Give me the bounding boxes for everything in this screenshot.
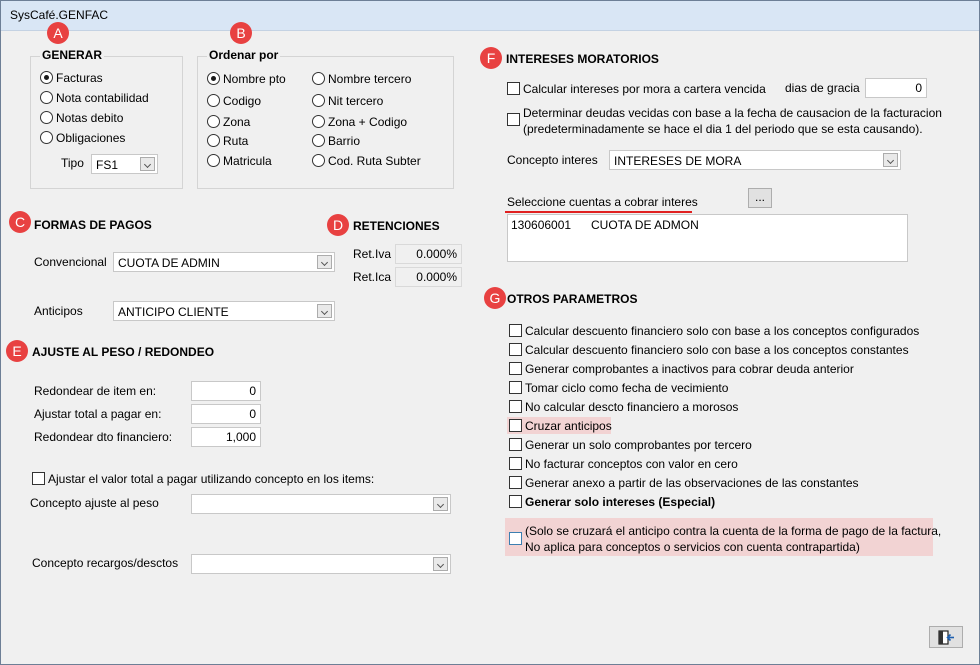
radio-zona[interactable] bbox=[207, 115, 220, 128]
anticipos-select[interactable] bbox=[113, 301, 335, 321]
radio-facturas[interactable] bbox=[40, 71, 53, 84]
radio-cod-ruta-subter[interactable] bbox=[312, 154, 325, 167]
ajustar-concepto-checkbox[interactable] bbox=[32, 472, 45, 485]
radio-barrio[interactable] bbox=[312, 134, 325, 147]
concepto-interes-value: INTERESES DE MORA bbox=[614, 154, 742, 168]
convencional-value: CUOTA DE ADMIN bbox=[118, 256, 220, 270]
radio-zona-codigo[interactable] bbox=[312, 115, 325, 128]
radio-ruta[interactable] bbox=[207, 134, 220, 147]
exit-door-icon bbox=[938, 630, 956, 648]
otros-label-4: No calcular descto financiero a morosos bbox=[525, 400, 739, 414]
radio-label-obligaciones: Obligaciones bbox=[56, 131, 126, 145]
cuentas-underline bbox=[505, 211, 692, 213]
dias-gracia-label: dias de gracia bbox=[785, 81, 860, 95]
note-checkbox[interactable] bbox=[509, 532, 522, 545]
ret-iva-label: Ret.Iva bbox=[353, 247, 392, 261]
cuentas-list[interactable] bbox=[507, 214, 908, 262]
concepto-recargos-select[interactable] bbox=[191, 554, 451, 574]
radio-label-notas-debito: Notas debito bbox=[56, 111, 124, 125]
radio-nombre-pto[interactable] bbox=[207, 72, 220, 85]
determinar-line2: (predeterminadamente se hace el dia 1 del periodo que se esta causando). bbox=[523, 122, 923, 136]
cuentas-label: Seleccione cuentas a cobrar interes bbox=[507, 195, 698, 209]
ajustar-total-field[interactable]: 0 bbox=[191, 404, 261, 424]
otros-label-6: Generar un solo comprobantes por tercero bbox=[525, 438, 752, 452]
otros-checkbox-9[interactable] bbox=[509, 495, 522, 508]
convencional-select[interactable] bbox=[113, 252, 335, 272]
cuenta-codigo: 130606001 bbox=[511, 218, 572, 232]
otros-checkbox-3[interactable] bbox=[509, 381, 522, 394]
redondear-item-label: Redondear de item en: bbox=[34, 384, 157, 398]
radio-label-cod-ruta-subter: Cod. Ruta Subter bbox=[328, 154, 421, 168]
chevron-down-icon[interactable] bbox=[433, 497, 448, 511]
retenciones-title: RETENCIONES bbox=[353, 219, 440, 233]
radio-label-zona: Zona bbox=[223, 115, 251, 129]
tipo-select[interactable] bbox=[91, 154, 158, 174]
radio-nombre-tercero[interactable] bbox=[312, 72, 325, 85]
radio-label-nota-contabilidad: Nota contabilidad bbox=[56, 91, 149, 105]
otros-checkbox-7[interactable] bbox=[509, 457, 522, 470]
radio-obligaciones[interactable] bbox=[40, 131, 53, 144]
otros-checkbox-6[interactable] bbox=[509, 438, 522, 451]
otros-checkbox-5[interactable] bbox=[509, 419, 522, 432]
radio-notas-debito[interactable] bbox=[40, 111, 53, 124]
ret-iva-field: 0.000% bbox=[395, 244, 462, 264]
radio-label-codigo: Codigo bbox=[223, 94, 262, 108]
radio-matricula[interactable] bbox=[207, 154, 220, 167]
redondear-item-field[interactable]: 0 bbox=[191, 381, 261, 401]
otros-label-1: Calcular descuento financiero solo con base a los conceptos constantes bbox=[525, 343, 909, 357]
otros-label-9: Generar solo intereses (Especial) bbox=[525, 495, 716, 509]
anticipos-value: ANTICIPO CLIENTE bbox=[118, 305, 229, 319]
otros-checkbox-2[interactable] bbox=[509, 362, 522, 375]
radio-nit-tercero[interactable] bbox=[312, 94, 325, 107]
exit-button[interactable] bbox=[929, 626, 963, 648]
radio-nota-contabilidad[interactable] bbox=[40, 91, 53, 104]
badge-e: E bbox=[6, 340, 28, 362]
ajuste-title: AJUSTE AL PESO / REDONDEO bbox=[32, 345, 215, 359]
redondear-dto-label: Redondear dto financiero: bbox=[34, 430, 173, 444]
ajustar-concepto-label: Ajustar el valor total a pagar utilizando concepto en los items: bbox=[48, 472, 375, 486]
convencional-label: Convencional bbox=[34, 255, 107, 269]
otros-label-3: Tomar ciclo como fecha de vecimiento bbox=[525, 381, 729, 395]
redondear-dto-field[interactable]: 1,000 bbox=[191, 427, 261, 447]
chevron-down-icon[interactable] bbox=[883, 153, 898, 167]
otros-label-0: Calcular descuento financiero solo con base a los conceptos configurados bbox=[525, 324, 920, 338]
chevron-down-icon[interactable] bbox=[140, 157, 155, 171]
radio-label-nit-tercero: Nit tercero bbox=[328, 94, 384, 108]
determinar-line1: Determinar deudas vecidas con base a la fecha de causacion de la facturacion bbox=[523, 106, 942, 120]
otros-label-7: No facturar conceptos con valor en cero bbox=[525, 457, 738, 471]
browse-cuentas-button[interactable]: ... bbox=[748, 188, 772, 208]
radio-codigo[interactable] bbox=[207, 94, 220, 107]
dias-gracia-field[interactable]: 0 bbox=[865, 78, 927, 98]
badge-c: C bbox=[9, 211, 31, 233]
radio-label-facturas: Facturas bbox=[56, 71, 103, 85]
ordenar-title: Ordenar por bbox=[209, 48, 279, 62]
otros-label-2: Generar comprobantes a inactivos para cobrar deuda anterior bbox=[525, 362, 854, 376]
title-bar bbox=[1, 1, 979, 31]
otros-title: OTROS PARAMETROS bbox=[507, 292, 638, 306]
otros-checkbox-8[interactable] bbox=[509, 476, 522, 489]
tipo-label: Tipo bbox=[61, 156, 84, 170]
badge-a: A bbox=[47, 22, 69, 44]
anticipos-label: Anticipos bbox=[34, 304, 83, 318]
otros-label-8: Generar anexo a partir de las observaciones de las constantes bbox=[525, 476, 859, 490]
concepto-interes-select[interactable] bbox=[609, 150, 901, 170]
calc-intereses-label: Calcular intereses por mora a cartera vencida bbox=[523, 82, 766, 96]
concepto-recargos-label: Concepto recargos/desctos bbox=[32, 556, 179, 570]
otros-checkbox-4[interactable] bbox=[509, 400, 522, 413]
concepto-interes-label: Concepto interes bbox=[507, 153, 598, 167]
formas-pagos-title: FORMAS DE PAGOS bbox=[34, 218, 152, 232]
ret-ica-field: 0.000% bbox=[395, 267, 462, 287]
otros-checkbox-1[interactable] bbox=[509, 343, 522, 356]
note-line2: No aplica para conceptos o servicios con cuenta contrapartida) bbox=[525, 540, 860, 554]
otros-label-5: Cruzar anticipos bbox=[525, 419, 612, 433]
ajustar-total-label: Ajustar total a pagar en: bbox=[34, 407, 162, 421]
radio-label-ruta: Ruta bbox=[223, 134, 249, 148]
radio-label-nombre-tercero: Nombre tercero bbox=[328, 72, 412, 86]
calc-intereses-checkbox[interactable] bbox=[507, 82, 520, 95]
generar-title: GENERAR bbox=[42, 48, 103, 62]
cuenta-nombre: CUOTA DE ADMON bbox=[591, 218, 699, 232]
chevron-down-icon[interactable] bbox=[433, 557, 448, 571]
determinar-deudas-checkbox[interactable] bbox=[507, 113, 520, 126]
badge-d: D bbox=[327, 214, 349, 236]
intereses-title: INTERESES MORATORIOS bbox=[506, 52, 659, 66]
radio-label-barrio: Barrio bbox=[328, 134, 361, 148]
ret-ica-label: Ret.Ica bbox=[353, 270, 392, 284]
radio-label-nombre-pto: Nombre pto bbox=[223, 72, 286, 86]
note-line1: (Solo se cruzará el anticipo contra la cuenta de la forma de pago de la factura, bbox=[525, 524, 942, 538]
tipo-value: FS1 bbox=[96, 158, 119, 172]
chevron-down-icon[interactable] bbox=[317, 255, 332, 269]
badge-f: F bbox=[480, 47, 502, 69]
radio-label-zona-codigo: Zona + Codigo bbox=[328, 115, 408, 129]
badge-b: B bbox=[230, 22, 252, 44]
concepto-ajuste-label: Concepto ajuste al peso bbox=[30, 496, 159, 510]
radio-label-matricula: Matricula bbox=[223, 154, 272, 168]
badge-g: G bbox=[484, 287, 506, 309]
chevron-down-icon[interactable] bbox=[317, 304, 332, 318]
window-title: SysCafé.GENFAC bbox=[10, 8, 109, 22]
otros-checkbox-0[interactable] bbox=[509, 324, 522, 337]
concepto-ajuste-select[interactable] bbox=[191, 494, 451, 514]
